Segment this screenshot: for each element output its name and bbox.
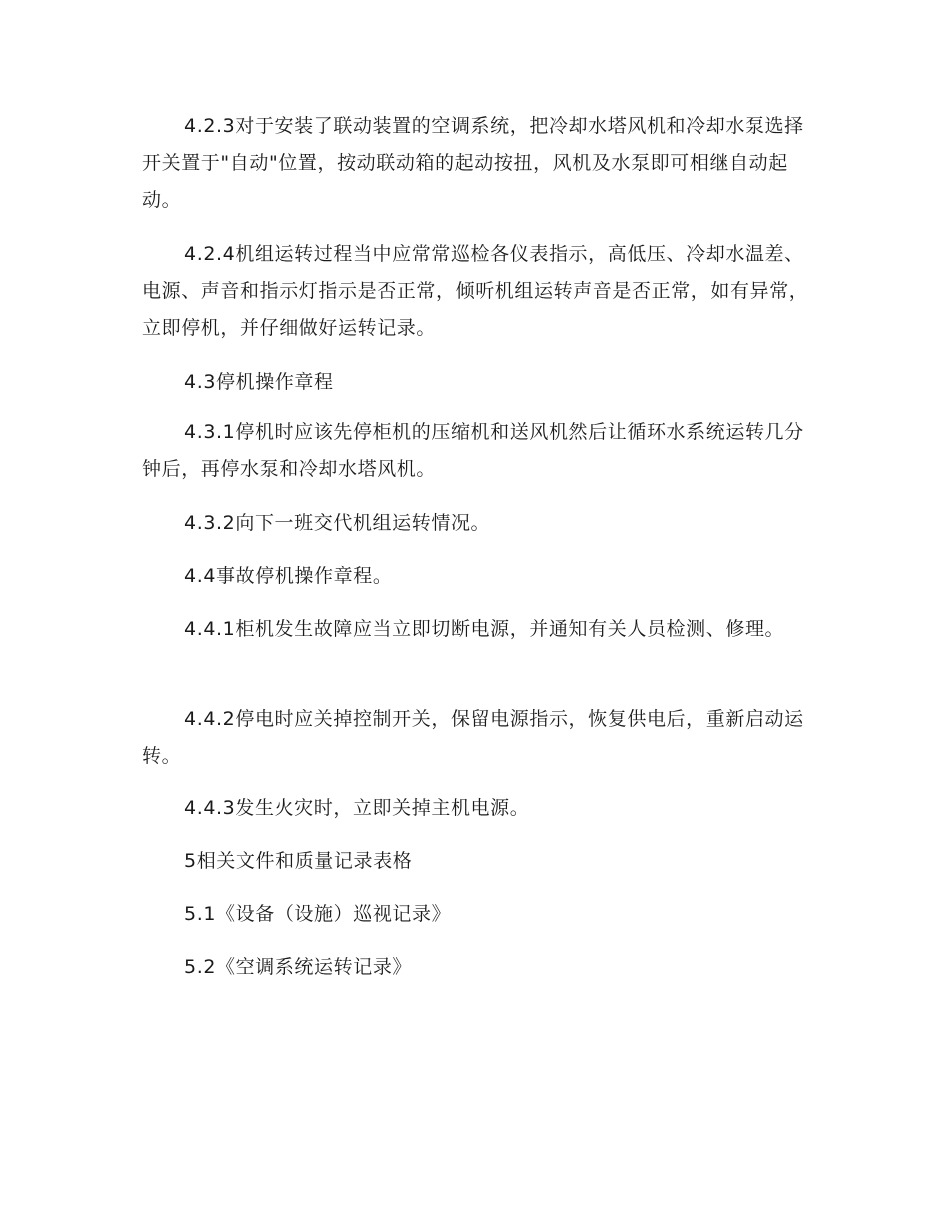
paragraph-4-2-4: 4.2.4机组运转过程当中应常常巡检各仪表指示，高低压、冷却水温差、电源、声音和指示灯指示是否正常，倾听机组运转声音是否正常，如有异常，立即停机，并仔细做好运转记录。 — [142, 243, 809, 339]
record-item-5-1: 5.1《设备（设施）巡视记录》 — [184, 903, 452, 925]
heading-4-4: 4.4事故停机操作章程。 — [184, 565, 393, 587]
paragraph-4-4-3: 4.4.3发生火灾时，立即关掉主机电源。 — [184, 797, 530, 819]
paragraph-4-3-2: 4.3.2向下一班交代机组运转情况。 — [184, 512, 491, 534]
paragraph-4-2-3: 4.2.3对于安装了联动装置的空调系统，把冷却水塔风机和冷却水泵选择开关置于"自动"位置，按动联动箱的起动按扭，风机及水泵即可相继自动起动。 — [142, 115, 804, 211]
record-item-5-2: 5.2《空调系统运转记录》 — [184, 956, 413, 978]
heading-4-3: 4.3停机操作章程 — [184, 371, 334, 393]
paragraph-4-3-1: 4.3.1停机时应该先停柜机的压缩机和送风机然后让循环水系统运转几分钟后，再停水泵和冷却水塔风机。 — [142, 421, 804, 480]
paragraph-4-4-2: 4.4.2停电时应关掉控制开关，保留电源指示，恢复供电后，重新启动运转。 — [142, 708, 804, 767]
paragraph-4-4-1: 4.4.1柜机发生故障应当立即切断电源，并通知有关人员检测、修理。 — [184, 618, 785, 640]
heading-5: 5相关文件和质量记录表格 — [184, 850, 413, 872]
